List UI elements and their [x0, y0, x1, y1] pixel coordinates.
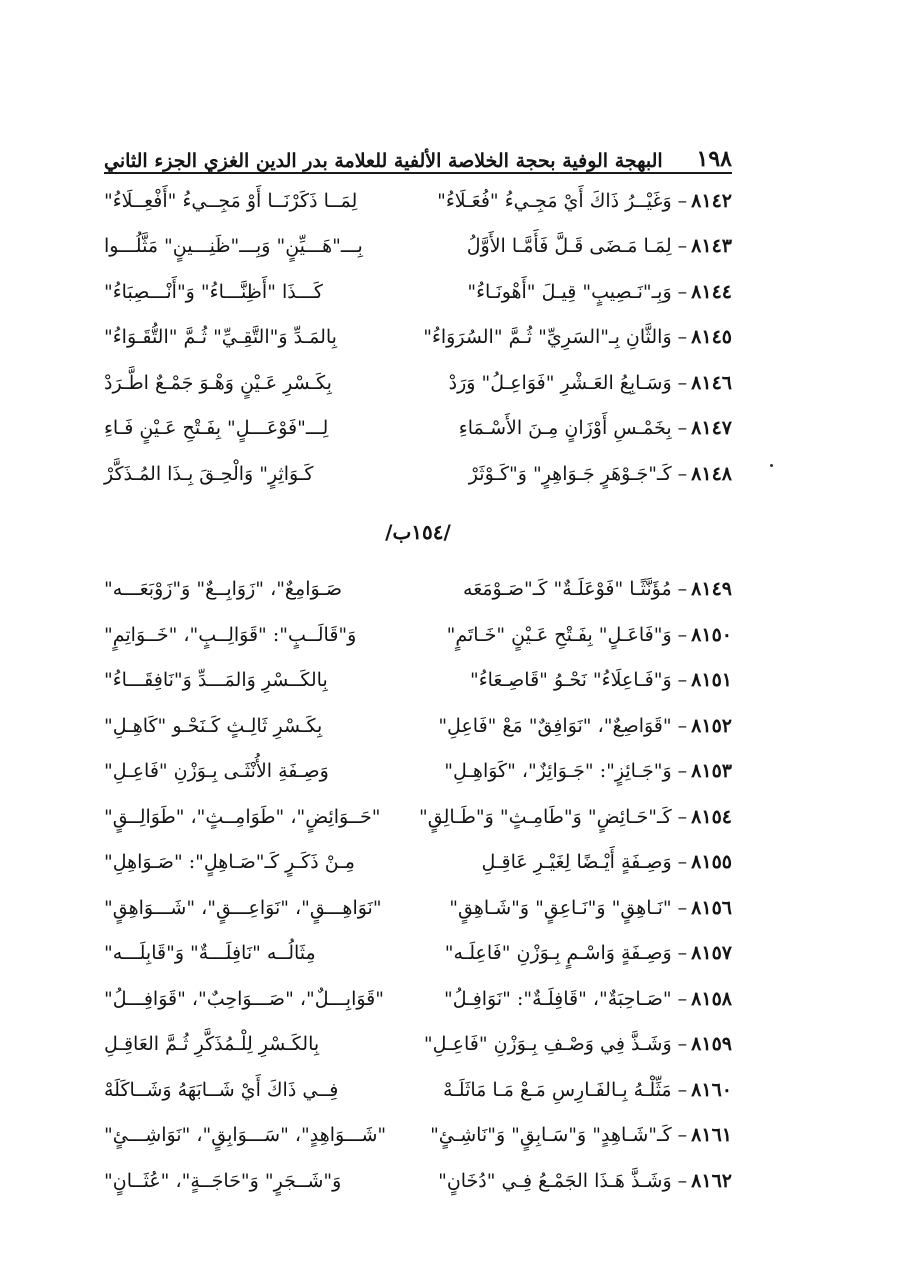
verse-number: ٨١٤٥: [691, 326, 732, 349]
second-hemistich: وَ"شَــجَرٍ" وَ"حَاجَــةٍ"، "عُثَــانٍ": [104, 1169, 342, 1192]
verse-dash: –: [671, 805, 688, 828]
verse-line: [104, 451, 732, 497]
verse-number: ٨١٥١: [691, 669, 732, 692]
verse-number: ٨١٦٠: [691, 1078, 732, 1101]
verse-list: [104, 178, 732, 1204]
verse-number: ٨١٥٠: [691, 623, 732, 646]
first-hemistich: بِخَمْـسِ أَوْزَانٍ مِـنَ الأَسْـمَاءِ: [458, 417, 672, 440]
first-hemistich: وَصِـفَةٍ أَيْـضًا لِغَيْـرِ عَاقِـلِ: [481, 851, 672, 874]
second-hemistich: وَصِـفَةِ الأُنْثَـى بِـوَزْنِ "فَاعِـلِ": [104, 760, 329, 783]
folio-marker: /١٥٤ب/: [385, 519, 451, 544]
verse-line: [104, 794, 732, 840]
second-hemistich: مِـنْ ذَكَـرٍ كَـ"صَـاهِلٍ": "صَـوَاهِلِ": [104, 851, 355, 874]
first-hemistich: وَالثَّانِ بِـ"السَرِيِّ" ثُـمَّ "السُرَوَاءُ": [423, 326, 672, 349]
first-hemistich: "صَـاحِبَةٌ"، "قَافِلَـةٌ": "نَوَافِـلُ": [444, 987, 672, 1010]
verse-group-after: [104, 567, 732, 1204]
first-hemistich: لِمَـا مَـضَى قَـلَّ فَأَمَّـا الأَوَّلُ: [466, 235, 672, 258]
second-hemistich: كَـــذَا "أَظِنَّـــاءُ" وَ"أَنْـــصِبَاءُ": [104, 280, 323, 303]
verse-line: [104, 1022, 732, 1068]
second-hemistich: "نَوَاهِـــقٍ"، "نَوَاعِـــقٍ"، "شَـــوَاهِقٍ": [104, 896, 382, 919]
second-hemistich: كَـوَاثِرٍ" وَالْحِـقَ بِـذَا المُـذَكَّرْ: [104, 462, 314, 485]
verse-line: [104, 406, 732, 452]
verse-dash: –: [671, 987, 688, 1010]
verse-first-part: [469, 463, 732, 485]
verse-line: [104, 703, 732, 749]
first-hemistich: وَ"فَاعَـلٍ" بِفَـتْحِ عَـيْنٍ "خَـاتَمٍ": [446, 623, 672, 646]
verse-number: ٨١٥٣: [691, 760, 732, 783]
verse-first-part: [470, 669, 732, 691]
margin-dot: [770, 464, 773, 467]
first-hemistich: وَصِـفَةٍ وَاسْـمٍ بِـوَزْنِ "فَاعِلَـه": [444, 942, 672, 965]
verse-line: [104, 658, 732, 704]
verse-first-part: [467, 235, 732, 257]
first-hemistich: مُؤَنَّثًـا "فَوْعَلَـةٌ" كَـ"صَـوْمَعَه: [463, 578, 672, 601]
second-hemistich: فِــي ذَاكَ أَيْ شَــابَهَهُ وَشَــاكَلَهْ: [104, 1078, 339, 1101]
verse-dash: –: [671, 189, 688, 212]
verse-first-part: [438, 715, 732, 737]
first-hemistich: مَثِّلْـهُ بِـالفَـارِسِ مَـعْ مَـا مَاثَلَـهْ: [443, 1078, 672, 1101]
verse-line: [104, 360, 732, 406]
first-hemistich: كَـ"شَـاهِدٍ" وَ"سَـابِقٍ" وَ"نَاشِـئٍ": [430, 1124, 672, 1147]
first-hemistich: كَـ"جَـوْهَرٍ جَـوَاهِرٍ" وَ"كَـوْثَرْ: [468, 462, 672, 485]
verse-number: ٨١٤٤: [691, 280, 732, 303]
running-title: البهجة الوفية بحجة الخلاصة الألفية للعلامة بدر الدين الغزي الجزء الثاني: [104, 150, 663, 172]
first-hemistich: وَبِـ"نَـصِيبٍ" قِيـلَ "أَهْونَـاءُ": [467, 280, 672, 303]
verse-dash: –: [671, 942, 688, 965]
page-header: [104, 136, 732, 172]
verse-line: [104, 885, 732, 931]
verse-first-part: [444, 760, 732, 782]
verse-line: [104, 1067, 732, 1113]
verse-number: ٨١٤٨: [691, 462, 732, 485]
second-hemistich: "قَوَابِـــلٌ"، "صَـــوَاحِبٌ"، "قَوَافِـــلُ": [104, 987, 385, 1010]
verse-group-before: [104, 178, 732, 497]
verse-number: ٨١٥٥: [691, 851, 732, 874]
verse-line: [104, 976, 732, 1022]
verse-first-part: [449, 372, 732, 394]
verse-dash: –: [671, 851, 688, 874]
verse-dash: –: [671, 760, 688, 783]
verse-first-part: [459, 417, 732, 439]
second-hemistich: بِكَـسْرِ عَـيْنٍ وَهْـوَ جَمْـعٌ اطَّـرَدْ: [104, 371, 332, 394]
verse-first-part: [430, 1124, 732, 1146]
verse-line: [104, 567, 732, 613]
verse-first-part: [482, 851, 732, 873]
second-hemistich: "حَــوَائِضٍ"، "طَوَامِــثٍ"، "طَوَالِــقٍ": [104, 805, 381, 828]
verse-first-part: [443, 1079, 732, 1101]
verse-number: ٨١٦١: [691, 1124, 732, 1147]
verse-line: [104, 1113, 732, 1159]
verse-first-part: [419, 806, 732, 828]
verse-first-part: [447, 624, 732, 646]
verse-dash: –: [671, 896, 688, 919]
verse-dash: –: [671, 280, 688, 303]
verse-first-part: [445, 942, 732, 964]
verse-dash: –: [671, 714, 688, 737]
verse-number: ٨١٤٩: [691, 578, 732, 601]
verse-first-part: [423, 326, 732, 348]
verse-dash: –: [671, 371, 688, 394]
verse-dash: –: [671, 623, 688, 646]
verse-number: ٨١٥٨: [691, 987, 732, 1010]
verse-dash: –: [671, 1078, 688, 1101]
second-hemistich: بِـــ"هَـــيِّنٍ" وَبِـــ"ظَنِـــينٍ" مَثَّلُـــوا: [104, 235, 363, 258]
first-hemistich: كَـ"حَـائِضٍ" وَ"طَامِـثٍ" وَ"طَـالِقٍ": [419, 805, 672, 828]
first-hemistich: "نَـاهِقٍ" وَ"نَـاعِقٍ" وَ"شَـاهِقٍ": [449, 896, 672, 919]
first-hemistich: وَ"جَـائِزٍ": "جَـوَائِزٌ"، "كَوَاهِـلِ": [444, 760, 672, 783]
verse-dash: –: [671, 1033, 688, 1056]
verse-line: [104, 612, 732, 658]
verse-first-part: [437, 190, 732, 212]
verse-dash: –: [671, 1124, 688, 1147]
first-hemistich: وَشَـذَّ هَـذَا الجَمْـعُ فِـي "دُخَانٍ": [438, 1169, 672, 1192]
verse-number: ٨١٤٦: [691, 371, 732, 394]
verse-number: ٨١٥٢: [691, 714, 732, 737]
first-hemistich: وَ"فَـاعِلَاءُ" نَحْـوُ "قَاصِـعَاءُ": [469, 669, 672, 692]
verse-number: ٨١٤٢: [691, 189, 732, 212]
header-rule: [104, 172, 732, 174]
verse-dash: –: [671, 1169, 688, 1192]
verse-first-part: [424, 1033, 732, 1055]
verse-number: ٨١٦٢: [691, 1169, 732, 1192]
verse-line: [104, 840, 732, 886]
verse-first-part: [438, 1170, 732, 1192]
verse-number: ٨١٥٩: [691, 1033, 732, 1056]
verse-number: ٨١٤٧: [691, 417, 732, 440]
verse-number: ٨١٥٦: [691, 896, 732, 919]
verse-line: [104, 749, 732, 795]
second-hemistich: لِـــ"فَوْعَـــلٍ" بِفَـتْحِ عَـيْنٍ فَـاءِ: [104, 417, 329, 440]
verse-line: [104, 315, 732, 361]
second-hemistich: لِمَــا ذَكَرْنَــا أَوْ مَجِــيءُ "أَفْعِــلَاءُ": [104, 189, 358, 212]
verse-first-part: [444, 988, 732, 1010]
verse-first-part: [449, 897, 732, 919]
verse-dash: –: [671, 326, 688, 349]
second-hemistich: مِثَالُــه "نَافِلَـــةٌ" وَ"قَابِلَـــه": [104, 942, 316, 965]
verse-dash: –: [671, 669, 688, 692]
verse-number: ٨١٥٧: [691, 942, 732, 965]
first-hemistich: "قَوَاصِعٌ"، "نَوَافِقٌ" مَعْ "فَاعِلِ": [438, 714, 672, 737]
second-hemistich: "شَـــوَاهِدٍ"، "سَـــوَابِقٍ"، "نَوَاشِـــئٍ": [104, 1124, 387, 1147]
second-hemistich: صَـوَامِعٌ"، "زَوَابِــعٌ" وَ"زَوْبَعَـــه": [104, 578, 343, 601]
first-hemistich: وَغَيْــرُ ذَاكَ أَيْ مَجِـيءُ "فُعَـلَاءُ": [437, 189, 672, 212]
verse-line: [104, 224, 732, 270]
second-hemistich: بِكَـسْرِ ثَالِـثٍ كَـنَحْـو "كَاهِـلِ": [104, 714, 323, 737]
verse-number: ٨١٥٤: [691, 805, 732, 828]
verse-dash: –: [671, 578, 688, 601]
first-hemistich: وَشَـذَّ فِي وَصْـفِ بِـوَزْنِ "فَاعِـلِ": [423, 1033, 672, 1056]
verse-first-part: [463, 578, 732, 600]
verse-line: [104, 269, 732, 315]
verse-line: [104, 178, 732, 224]
verse-number: ٨١٤٣: [691, 235, 732, 258]
second-hemistich: بِالمَـدِّ وَ"التَّقِـيِّ" ثُـمَّ "التُّقَـوَاءُ": [104, 326, 337, 349]
first-hemistich: وَسَـابِعُ العَـشْرِ "فَوَاعِـلُ" وَرَدْ: [448, 371, 672, 394]
verse-first-part: [467, 281, 732, 303]
second-hemistich: بِالكَــسْرِ وَالمَـــدِّ وَ"نَافِقَـــاءُ": [104, 669, 328, 692]
verse-line: [104, 931, 732, 977]
page-number: ١٩٨: [696, 146, 732, 172]
second-hemistich: بِالكَـسْرِ لِلْـمُذَكَّرِ ثُـمَّ العَاقِـلِ: [104, 1033, 320, 1056]
verse-line: [104, 1158, 732, 1204]
verse-dash: –: [671, 462, 688, 485]
second-hemistich: وَ"قَالَــبٍ": "قَوَالِــبٍ"، "خَــوَاتِمٍ": [104, 623, 357, 646]
verse-dash: –: [671, 235, 688, 258]
verse-dash: –: [671, 417, 688, 440]
